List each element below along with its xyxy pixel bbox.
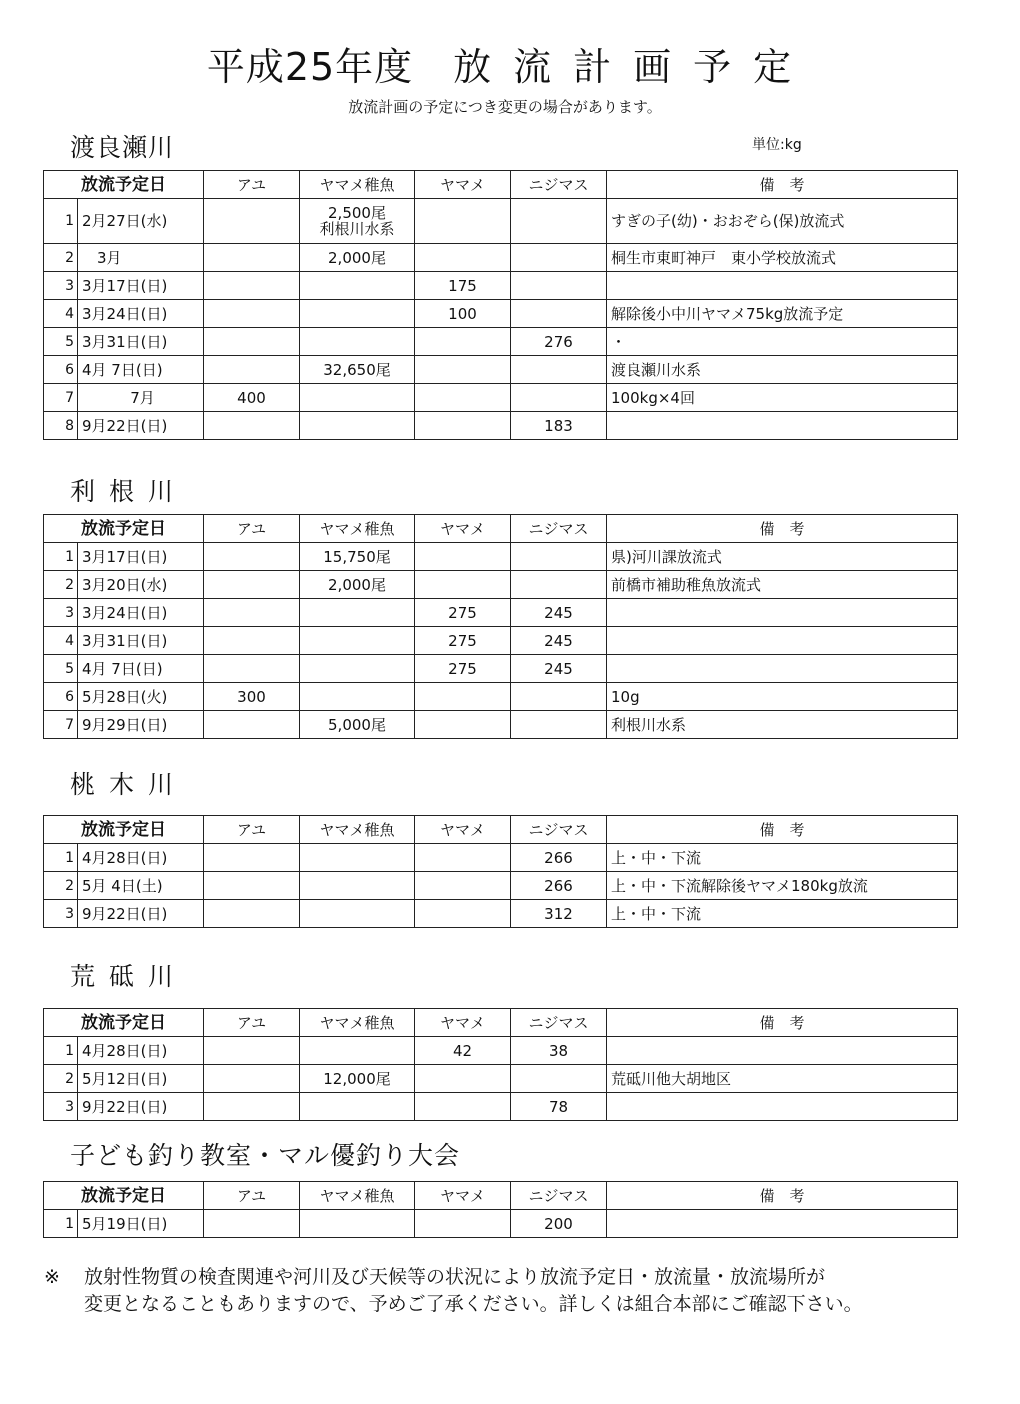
row-number: 3 xyxy=(44,900,78,928)
release-date: 5月19日(日) xyxy=(78,1210,204,1238)
release-date: 3月31日(日) xyxy=(78,328,204,356)
header-ayu: アユ xyxy=(204,171,300,199)
footer-mark: ※ xyxy=(44,1266,60,1288)
nijimasu-amount: 245 xyxy=(511,599,607,627)
nijimasu-amount: 245 xyxy=(511,627,607,655)
yamame-amount xyxy=(415,872,511,900)
release-date: 3月 xyxy=(78,244,204,272)
ayu-amount xyxy=(204,844,300,872)
header-date: 放流予定日 xyxy=(44,1009,204,1037)
header-nijimasu: ニジマス xyxy=(511,171,607,199)
release-date: 3月17日(日) xyxy=(78,272,204,300)
yamame-fry-amount xyxy=(300,328,415,356)
nijimasu-amount xyxy=(511,711,607,739)
ayu-amount xyxy=(204,272,300,300)
header-date: 放流予定日 xyxy=(44,515,204,543)
row-number: 2 xyxy=(44,872,78,900)
yamame-fry-amount xyxy=(300,872,415,900)
remarks xyxy=(607,627,958,655)
header-date: 放流予定日 xyxy=(44,816,204,844)
row-number: 4 xyxy=(44,300,78,328)
nijimasu-amount: 276 xyxy=(511,328,607,356)
header-ayu: アユ xyxy=(204,1182,300,1210)
nijimasu-amount xyxy=(511,384,607,412)
yamame-fry-amount: 32,650尾 xyxy=(300,356,415,384)
remarks: 荒砥川他大胡地区 xyxy=(607,1065,958,1093)
ayu-amount xyxy=(204,711,300,739)
release-date: 3月17日(日) xyxy=(78,543,204,571)
yamame-amount xyxy=(415,1093,511,1121)
nijimasu-amount: 78 xyxy=(511,1093,607,1121)
yamame-fry-amount: 2,000尾 xyxy=(300,571,415,599)
table-row xyxy=(44,543,958,571)
table-header-row xyxy=(44,515,958,543)
release-plan-table xyxy=(43,1008,958,1121)
row-number: 6 xyxy=(44,683,78,711)
ayu-amount xyxy=(204,543,300,571)
yamame-fry-amount xyxy=(300,1093,415,1121)
nijimasu-amount xyxy=(511,199,607,244)
yamame-amount xyxy=(415,683,511,711)
header-yamame-fry: ヤマメ稚魚 xyxy=(300,1009,415,1037)
ayu-amount xyxy=(204,599,300,627)
table-row xyxy=(44,844,958,872)
header-nijimasu: ニジマス xyxy=(511,816,607,844)
yamame-fry-amount xyxy=(300,844,415,872)
table-row xyxy=(44,599,958,627)
yamame-fry-amount xyxy=(300,1210,415,1238)
header-notes: 備 考 xyxy=(607,816,958,844)
release-date: 4月 7日(日) xyxy=(78,356,204,384)
row-number: 1 xyxy=(44,543,78,571)
nijimasu-amount: 245 xyxy=(511,655,607,683)
yamame-fry-amount xyxy=(300,683,415,711)
header-ayu: アユ xyxy=(204,816,300,844)
remarks: 上・中・下流解除後ヤマメ180kg放流 xyxy=(607,872,958,900)
table-header-row xyxy=(44,816,958,844)
table-row xyxy=(44,272,958,300)
header-yamame-fry: ヤマメ稚魚 xyxy=(300,515,415,543)
nijimasu-amount: 312 xyxy=(511,900,607,928)
table-row xyxy=(44,199,958,244)
remarks: 桐生市東町神戸 東小学校放流式 xyxy=(607,244,958,272)
yamame-fry-amount: 5,000尾 xyxy=(300,711,415,739)
section-title: 桃木川 xyxy=(70,770,188,799)
release-date: 3月31日(日) xyxy=(78,627,204,655)
release-date: 9月22日(日) xyxy=(78,900,204,928)
yamame-fry-amount xyxy=(300,272,415,300)
yamame-fry-amount: 2,000尾 xyxy=(300,244,415,272)
release-date: 3月24日(日) xyxy=(78,300,204,328)
yamame-amount xyxy=(415,1210,511,1238)
ayu-amount xyxy=(204,1093,300,1121)
yamame-fry-amount xyxy=(300,412,415,440)
remarks: すぎの子(幼)・おおぞら(保)放流式 xyxy=(607,199,958,244)
release-date: 4月28日(日) xyxy=(78,844,204,872)
section-title: 子ども釣り教室・マル優釣り大会 xyxy=(70,1141,461,1170)
ayu-amount xyxy=(204,300,300,328)
nijimasu-amount: 266 xyxy=(511,844,607,872)
footer-line-1: 放射性物質の検査関連や河川及び天候等の状況により放流予定日・放流量・放流場所が xyxy=(84,1266,826,1288)
nijimasu-amount xyxy=(511,1065,607,1093)
header-ayu: アユ xyxy=(204,515,300,543)
table-header-row xyxy=(44,1182,958,1210)
release-date: 9月22日(日) xyxy=(78,1093,204,1121)
remarks: ・ xyxy=(607,328,958,356)
remarks: 10g xyxy=(607,683,958,711)
table-row xyxy=(44,627,958,655)
yamame-amount xyxy=(415,328,511,356)
row-number: 6 xyxy=(44,356,78,384)
ayu-amount: 300 xyxy=(204,683,300,711)
header-yamame: ヤマメ xyxy=(415,515,511,543)
title-main: 放流計画予定 xyxy=(453,45,814,89)
fry-origin: 利根川水系 xyxy=(319,220,395,238)
table-row xyxy=(44,1210,958,1238)
nijimasu-amount xyxy=(511,683,607,711)
header-notes: 備 考 xyxy=(607,515,958,543)
table-row xyxy=(44,328,958,356)
remarks: 利根川水系 xyxy=(607,711,958,739)
yamame-amount: 275 xyxy=(415,627,511,655)
ayu-amount: 400 xyxy=(204,384,300,412)
table-row xyxy=(44,300,958,328)
row-number: 1 xyxy=(44,199,78,244)
title-year: 平成25年度 xyxy=(206,45,414,89)
header-yamame-fry: ヤマメ稚魚 xyxy=(300,816,415,844)
yamame-fry-amount xyxy=(300,655,415,683)
yamame-amount: 42 xyxy=(415,1037,511,1065)
row-number: 2 xyxy=(44,1065,78,1093)
yamame-amount xyxy=(415,356,511,384)
row-number: 7 xyxy=(44,711,78,739)
yamame-fry-amount: 12,000尾 xyxy=(300,1065,415,1093)
row-number: 7 xyxy=(44,384,78,412)
header-yamame: ヤマメ xyxy=(415,1009,511,1037)
release-plan-table xyxy=(43,815,958,928)
nijimasu-amount: 38 xyxy=(511,1037,607,1065)
header-ayu: アユ xyxy=(204,1009,300,1037)
header-date: 放流予定日 xyxy=(44,1182,204,1210)
row-number: 2 xyxy=(44,244,78,272)
ayu-amount xyxy=(204,1065,300,1093)
row-number: 1 xyxy=(44,1210,78,1238)
remarks: 上・中・下流 xyxy=(607,900,958,928)
footer-line-2: 変更となることもありますので、予めご了承ください。詳しくは組合本部にご確認下さい。 xyxy=(84,1293,863,1315)
table-row xyxy=(44,412,958,440)
remarks xyxy=(607,1210,958,1238)
yamame-amount xyxy=(415,199,511,244)
yamame-fry-amount: 15,750尾 xyxy=(300,543,415,571)
table-header-row xyxy=(44,1009,958,1037)
release-date: 2月27日(水) xyxy=(78,199,204,244)
remarks xyxy=(607,599,958,627)
table-row xyxy=(44,384,958,412)
nijimasu-amount xyxy=(511,300,607,328)
header-notes: 備 考 xyxy=(607,1009,958,1037)
yamame-amount xyxy=(415,711,511,739)
yamame-fry-amount xyxy=(300,1037,415,1065)
yamame-amount xyxy=(415,543,511,571)
release-date: 9月22日(日) xyxy=(78,412,204,440)
remarks xyxy=(607,412,958,440)
yamame-amount: 100 xyxy=(415,300,511,328)
remarks xyxy=(607,1093,958,1121)
row-number: 1 xyxy=(44,844,78,872)
header-nijimasu: ニジマス xyxy=(511,515,607,543)
row-number: 8 xyxy=(44,412,78,440)
yamame-fry-amount xyxy=(300,199,415,244)
table-row xyxy=(44,1037,958,1065)
yamame-amount xyxy=(415,844,511,872)
release-date: 7月 xyxy=(78,384,204,412)
table-row xyxy=(44,655,958,683)
table-row xyxy=(44,711,958,739)
release-date: 4月 7日(日) xyxy=(78,655,204,683)
remarks xyxy=(607,272,958,300)
header-nijimasu: ニジマス xyxy=(511,1182,607,1210)
nijimasu-amount xyxy=(511,571,607,599)
yamame-fry-amount xyxy=(300,627,415,655)
page-title xyxy=(0,36,1020,91)
remarks: 前橋市補助稚魚放流式 xyxy=(607,571,958,599)
header-yamame: ヤマメ xyxy=(415,1182,511,1210)
release-date: 4月28日(日) xyxy=(78,1037,204,1065)
remarks: 解除後小中川ヤマメ75kg放流予定 xyxy=(607,300,958,328)
yamame-fry-amount xyxy=(300,300,415,328)
nijimasu-amount: 266 xyxy=(511,872,607,900)
header-nijimasu: ニジマス xyxy=(511,1009,607,1037)
yamame-fry-amount xyxy=(300,900,415,928)
section-title: 利根川 xyxy=(70,477,188,506)
header-yamame-fry: ヤマメ稚魚 xyxy=(300,1182,415,1210)
yamame-fry-amount xyxy=(300,599,415,627)
remarks xyxy=(607,655,958,683)
ayu-amount xyxy=(204,627,300,655)
header-yamame: ヤマメ xyxy=(415,171,511,199)
remarks: 上・中・下流 xyxy=(607,844,958,872)
table-row xyxy=(44,356,958,384)
yamame-amount: 275 xyxy=(415,599,511,627)
section-title: 渡良瀬川 xyxy=(70,133,175,162)
table-row xyxy=(44,571,958,599)
release-date: 9月29日(日) xyxy=(78,711,204,739)
row-number: 4 xyxy=(44,627,78,655)
unit-label: 単位:kg xyxy=(752,137,802,153)
header-notes: 備 考 xyxy=(607,171,958,199)
table-row xyxy=(44,1065,958,1093)
yamame-amount xyxy=(415,1065,511,1093)
release-date: 5月12日(日) xyxy=(78,1065,204,1093)
yamame-amount: 275 xyxy=(415,655,511,683)
ayu-amount xyxy=(204,655,300,683)
nijimasu-amount: 200 xyxy=(511,1210,607,1238)
fry-count: 2,500尾 xyxy=(328,204,386,222)
ayu-amount xyxy=(204,900,300,928)
row-number: 5 xyxy=(44,655,78,683)
table-row xyxy=(44,683,958,711)
header-yamame-fry: ヤマメ稚魚 xyxy=(300,171,415,199)
row-number: 2 xyxy=(44,571,78,599)
release-date: 3月20日(水) xyxy=(78,571,204,599)
nijimasu-amount xyxy=(511,272,607,300)
header-notes: 備 考 xyxy=(607,1182,958,1210)
yamame-fry-amount xyxy=(300,384,415,412)
nijimasu-amount: 183 xyxy=(511,412,607,440)
table-row xyxy=(44,900,958,928)
yamame-amount xyxy=(415,244,511,272)
release-plan-table xyxy=(43,1181,958,1238)
footer-note xyxy=(44,1264,863,1318)
yamame-amount xyxy=(415,412,511,440)
ayu-amount xyxy=(204,328,300,356)
row-number: 1 xyxy=(44,1037,78,1065)
nijimasu-amount xyxy=(511,244,607,272)
header-yamame: ヤマメ xyxy=(415,816,511,844)
ayu-amount xyxy=(204,244,300,272)
table-row xyxy=(44,872,958,900)
release-plan-table xyxy=(43,514,958,739)
table-row xyxy=(44,1093,958,1121)
page-subtitle: 放流計画の予定につき変更の場合があります。 xyxy=(348,98,662,116)
ayu-amount xyxy=(204,199,300,244)
table-row xyxy=(44,244,958,272)
ayu-amount xyxy=(204,1210,300,1238)
nijimasu-amount xyxy=(511,543,607,571)
ayu-amount xyxy=(204,571,300,599)
release-date: 5月 4日(土) xyxy=(78,872,204,900)
row-number: 5 xyxy=(44,328,78,356)
remarks xyxy=(607,1037,958,1065)
release-date: 5月28日(火) xyxy=(78,683,204,711)
nijimasu-amount xyxy=(511,356,607,384)
remarks: 100kg×4回 xyxy=(607,384,958,412)
row-number: 3 xyxy=(44,599,78,627)
yamame-amount xyxy=(415,571,511,599)
table-header-row xyxy=(44,171,958,199)
remarks: 渡良瀬川水系 xyxy=(607,356,958,384)
ayu-amount xyxy=(204,356,300,384)
ayu-amount xyxy=(204,1037,300,1065)
row-number: 3 xyxy=(44,1093,78,1121)
ayu-amount xyxy=(204,872,300,900)
release-date: 3月24日(日) xyxy=(78,599,204,627)
section-title: 荒砥川 xyxy=(70,962,188,991)
yamame-amount xyxy=(415,900,511,928)
yamame-amount xyxy=(415,384,511,412)
remarks: 県)河川課放流式 xyxy=(607,543,958,571)
header-date: 放流予定日 xyxy=(44,171,204,199)
yamame-amount: 175 xyxy=(415,272,511,300)
ayu-amount xyxy=(204,412,300,440)
release-plan-table xyxy=(43,170,958,440)
row-number: 3 xyxy=(44,272,78,300)
